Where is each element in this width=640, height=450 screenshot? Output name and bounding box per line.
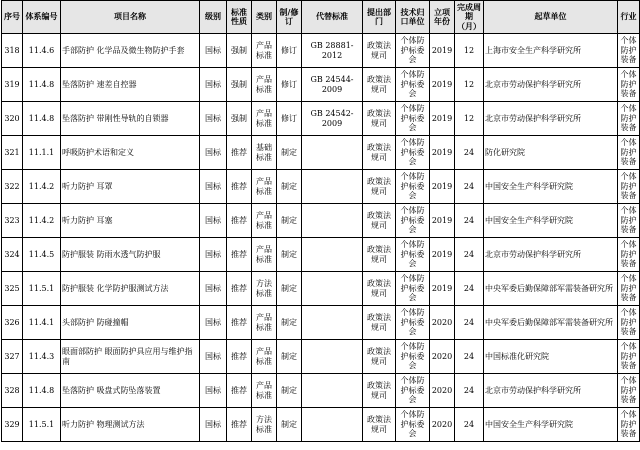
cell-no: 325 (2, 272, 23, 306)
cell-industry: 个体防护装备 (618, 204, 640, 238)
cell-code: 11.1.1 (23, 136, 61, 170)
cell-tc: 个体防护标委会 (396, 408, 430, 442)
cell-nature: 推荐 (227, 136, 252, 170)
cell-replaces: GB 24544-2009 (302, 68, 363, 102)
cell-replaces (302, 238, 363, 272)
cell-code: 11.4.8 (23, 374, 61, 408)
cell-code: 11.4.3 (23, 340, 61, 374)
cell-name: 呼吸防护术语和定义 (61, 136, 200, 170)
cell-nature: 推荐 (227, 238, 252, 272)
cell-dept: 政策法规司 (363, 272, 396, 306)
cell-revision: 制定 (277, 306, 302, 340)
table-row (2, 34, 640, 68)
cell-level: 国标 (200, 170, 227, 204)
header-period: 完成周期（月） (455, 1, 484, 34)
cell-industry: 个体防护装备 (618, 340, 640, 374)
cell-category: 基础标准 (252, 136, 277, 170)
header-category: 类别 (252, 1, 277, 34)
cell-no: 326 (2, 306, 23, 340)
cell-dept: 政策法规司 (363, 68, 396, 102)
cell-level: 国标 (200, 340, 227, 374)
table-row (2, 68, 640, 102)
cell-year: 2019 (430, 102, 455, 136)
cell-nature: 强制 (227, 68, 252, 102)
cell-drafter: 北京市劳动保护科学研究所 (484, 68, 618, 102)
cell-code: 11.4.2 (23, 204, 61, 238)
cell-replaces (302, 204, 363, 238)
cell-industry: 个体防护装备 (618, 374, 640, 408)
cell-nature: 推荐 (227, 170, 252, 204)
cell-dept: 政策法规司 (363, 204, 396, 238)
cell-nature: 推荐 (227, 204, 252, 238)
header-revision: 制/修订 (277, 1, 302, 34)
cell-industry: 个体防护装备 (618, 170, 640, 204)
cell-category: 产品标准 (252, 170, 277, 204)
cell-category: 产品标准 (252, 340, 277, 374)
cell-tc: 个体防护标委会 (396, 68, 430, 102)
cell-replaces (302, 340, 363, 374)
cell-category: 产品标准 (252, 204, 277, 238)
cell-replaces (302, 306, 363, 340)
cell-dept: 政策法规司 (363, 238, 396, 272)
table-header-row (2, 1, 640, 34)
table-row (2, 102, 640, 136)
header-dept: 提出部门 (363, 1, 396, 34)
cell-industry: 个体防护装备 (618, 34, 640, 68)
cell-level: 国标 (200, 102, 227, 136)
cell-no: 320 (2, 102, 23, 136)
cell-industry: 个体防护装备 (618, 136, 640, 170)
header-drafter: 起草单位 (484, 1, 618, 34)
cell-level: 国标 (200, 34, 227, 68)
cell-year: 2019 (430, 136, 455, 170)
cell-period: 24 (455, 374, 484, 408)
cell-nature: 推荐 (227, 374, 252, 408)
cell-tc: 个体防护标委会 (396, 272, 430, 306)
cell-name: 坠落防护 吸盘式防坠落装置 (61, 374, 200, 408)
cell-period: 12 (455, 34, 484, 68)
cell-tc: 个体防护标委会 (396, 34, 430, 68)
header-level: 级别 (200, 1, 227, 34)
cell-industry: 个体防护装备 (618, 68, 640, 102)
cell-name: 眼面部防护 眼面防护具应用与维护指南 (61, 340, 200, 374)
cell-name: 坠落防护 速差自控器 (61, 68, 200, 102)
table-row (2, 272, 640, 306)
cell-code: 11.4.6 (23, 34, 61, 68)
cell-drafter: 中国标准化研究院 (484, 340, 618, 374)
cell-name: 听力防护 物理测试方法 (61, 408, 200, 442)
cell-dept: 政策法规司 (363, 408, 396, 442)
cell-industry: 个体防护装备 (618, 272, 640, 306)
cell-period: 24 (455, 408, 484, 442)
cell-name: 坠落防护 带刚性导轨的自锁器 (61, 102, 200, 136)
cell-no: 327 (2, 340, 23, 374)
cell-drafter: 上海市安全生产科学研究所 (484, 34, 618, 68)
cell-period: 24 (455, 136, 484, 170)
cell-revision: 制定 (277, 374, 302, 408)
cell-code: 11.4.2 (23, 170, 61, 204)
cell-level: 国标 (200, 272, 227, 306)
cell-year: 2019 (430, 68, 455, 102)
cell-revision: 制定 (277, 272, 302, 306)
cell-period: 24 (455, 272, 484, 306)
header-replaces: 代替标准 (302, 1, 363, 34)
cell-industry: 个体防护装备 (618, 408, 640, 442)
cell-name: 听力防护 耳塞 (61, 204, 200, 238)
header-industry: 行业 (618, 1, 640, 34)
cell-no: 323 (2, 204, 23, 238)
cell-period: 24 (455, 238, 484, 272)
cell-nature: 强制 (227, 34, 252, 68)
cell-level: 国标 (200, 136, 227, 170)
cell-industry: 个体防护装备 (618, 238, 640, 272)
table-row (2, 374, 640, 408)
cell-tc: 个体防护标委会 (396, 340, 430, 374)
header-name: 项目名称 (61, 1, 200, 34)
cell-name: 防护服装 防雨水透气防护服 (61, 238, 200, 272)
cell-nature: 推荐 (227, 306, 252, 340)
cell-drafter: 中国安全生产科学研究院 (484, 408, 618, 442)
cell-no: 319 (2, 68, 23, 102)
cell-year: 2020 (430, 340, 455, 374)
cell-tc: 个体防护标委会 (396, 374, 430, 408)
cell-level: 国标 (200, 68, 227, 102)
cell-code: 11.5.1 (23, 272, 61, 306)
cell-tc: 个体防护标委会 (396, 102, 430, 136)
cell-category: 方法标准 (252, 408, 277, 442)
cell-category: 产品标准 (252, 238, 277, 272)
cell-replaces (302, 408, 363, 442)
cell-year: 2019 (430, 272, 455, 306)
cell-code: 11.4.8 (23, 102, 61, 136)
cell-no: 321 (2, 136, 23, 170)
cell-revision: 制定 (277, 340, 302, 374)
table-row (2, 408, 640, 442)
cell-industry: 个体防护装备 (618, 306, 640, 340)
cell-period: 24 (455, 170, 484, 204)
cell-year: 2020 (430, 306, 455, 340)
cell-code: 11.4.1 (23, 306, 61, 340)
cell-replaces (302, 272, 363, 306)
cell-replaces (302, 136, 363, 170)
cell-revision: 修订 (277, 68, 302, 102)
header-code: 体系编号 (23, 1, 61, 34)
cell-code: 11.5.1 (23, 408, 61, 442)
cell-drafter: 中央军委后勤保障部军需装备研究所 (484, 272, 618, 306)
cell-dept: 政策法规司 (363, 306, 396, 340)
cell-no: 318 (2, 34, 23, 68)
cell-no: 328 (2, 374, 23, 408)
cell-tc: 个体防护标委会 (396, 238, 430, 272)
cell-code: 11.4.5 (23, 238, 61, 272)
cell-dept: 政策法规司 (363, 170, 396, 204)
cell-revision: 制定 (277, 204, 302, 238)
cell-level: 国标 (200, 408, 227, 442)
cell-year: 2019 (430, 204, 455, 238)
cell-drafter: 中国安全生产科学研究院 (484, 204, 618, 238)
cell-year: 2020 (430, 408, 455, 442)
cell-category: 产品标准 (252, 306, 277, 340)
cell-tc: 个体防护标委会 (396, 170, 430, 204)
cell-level: 国标 (200, 306, 227, 340)
cell-dept: 政策法规司 (363, 102, 396, 136)
cell-category: 产品标准 (252, 68, 277, 102)
table-row (2, 238, 640, 272)
cell-name: 手部防护 化学品及微生物防护手套 (61, 34, 200, 68)
cell-replaces (302, 374, 363, 408)
cell-drafter: 北京市劳动保护科学研究所 (484, 102, 618, 136)
header-nature: 标准性质 (227, 1, 252, 34)
cell-dept: 政策法规司 (363, 34, 396, 68)
cell-dept: 政策法规司 (363, 136, 396, 170)
cell-replaces: GB 24542-2009 (302, 102, 363, 136)
cell-name: 听力防护 耳罩 (61, 170, 200, 204)
table-body (2, 34, 640, 442)
cell-name: 头部防护 防碰撞帽 (61, 306, 200, 340)
cell-year: 2019 (430, 34, 455, 68)
cell-revision: 制定 (277, 136, 302, 170)
cell-level: 国标 (200, 238, 227, 272)
cell-dept: 政策法规司 (363, 374, 396, 408)
cell-category: 产品标准 (252, 34, 277, 68)
cell-tc: 个体防护标委会 (396, 204, 430, 238)
cell-no: 322 (2, 170, 23, 204)
cell-year: 2019 (430, 238, 455, 272)
cell-revision: 修订 (277, 34, 302, 68)
cell-nature: 推荐 (227, 272, 252, 306)
cell-period: 24 (455, 340, 484, 374)
cell-nature: 强制 (227, 102, 252, 136)
cell-period: 24 (455, 306, 484, 340)
cell-period: 12 (455, 68, 484, 102)
cell-year: 2019 (430, 170, 455, 204)
cell-replaces: GB 28881-2012 (302, 34, 363, 68)
cell-no: 329 (2, 408, 23, 442)
header-tc: 技术归口单位 (396, 1, 430, 34)
cell-period: 12 (455, 102, 484, 136)
cell-drafter: 北京市劳动保护科学研究所 (484, 374, 618, 408)
cell-name: 防护服装 化学防护服测试方法 (61, 272, 200, 306)
header-year: 立项年份 (430, 1, 455, 34)
cell-period: 24 (455, 204, 484, 238)
cell-tc: 个体防护标委会 (396, 306, 430, 340)
cell-dept: 政策法规司 (363, 340, 396, 374)
header-no: 序号 (2, 1, 23, 34)
cell-replaces (302, 170, 363, 204)
cell-year: 2020 (430, 374, 455, 408)
table-row (2, 340, 640, 374)
cell-category: 产品标准 (252, 102, 277, 136)
cell-revision: 制定 (277, 408, 302, 442)
cell-nature: 推荐 (227, 340, 252, 374)
table-row (2, 170, 640, 204)
table-row (2, 306, 640, 340)
table-row (2, 136, 640, 170)
cell-drafter: 中央军委后勤保障部军需装备研究所 (484, 306, 618, 340)
cell-code: 11.4.8 (23, 68, 61, 102)
cell-category: 产品标准 (252, 374, 277, 408)
table-row (2, 204, 640, 238)
cell-level: 国标 (200, 374, 227, 408)
cell-tc: 个体防护标委会 (396, 136, 430, 170)
cell-category: 方法标准 (252, 272, 277, 306)
cell-revision: 制定 (277, 170, 302, 204)
cell-drafter: 防化研究院 (484, 136, 618, 170)
cell-level: 国标 (200, 204, 227, 238)
cell-revision: 修订 (277, 102, 302, 136)
standards-table (1, 0, 640, 442)
cell-nature: 推荐 (227, 408, 252, 442)
cell-drafter: 中国安全生产科学研究院 (484, 170, 618, 204)
cell-revision: 制定 (277, 238, 302, 272)
cell-no: 324 (2, 238, 23, 272)
cell-industry: 个体防护装备 (618, 102, 640, 136)
cell-drafter: 北京市劳动保护科学研究所 (484, 238, 618, 272)
